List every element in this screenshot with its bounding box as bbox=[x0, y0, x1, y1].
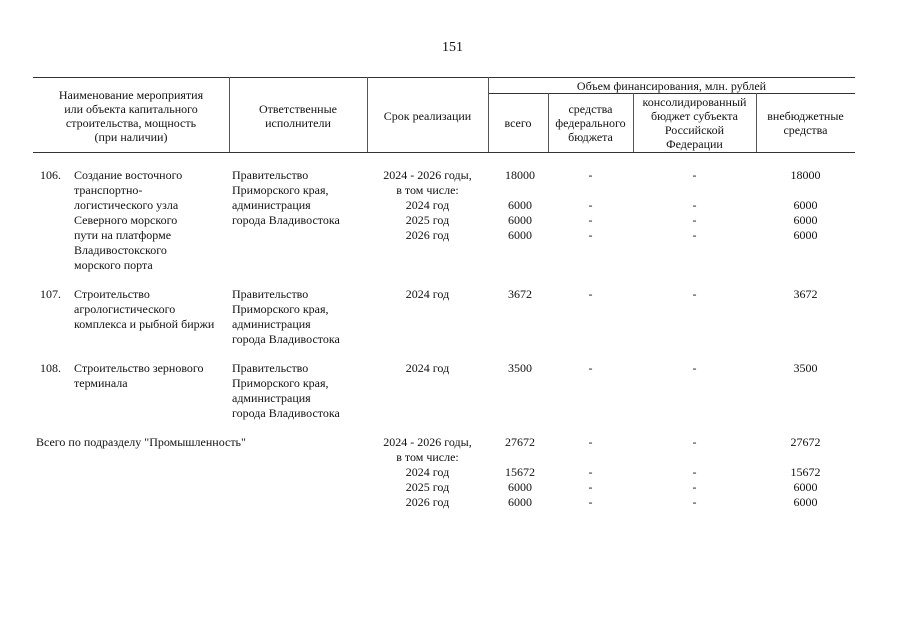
row-number: 108. bbox=[40, 361, 61, 375]
row-extra: 3500 bbox=[793, 361, 818, 375]
summary-term: 2024 - 2026 годы, в том числе: 2024 год 2025 год 2026 год bbox=[383, 435, 472, 509]
header-term: Срок реализации bbox=[383, 109, 472, 123]
row-extra: 3672 bbox=[793, 287, 818, 301]
row-executors: Правительство Приморского края, администрация города Владивостока bbox=[232, 168, 340, 227]
summary-regional: - - - - bbox=[692, 435, 697, 509]
row-regional: - bbox=[692, 361, 697, 375]
row-term: 2024 год bbox=[405, 287, 450, 301]
header-regional: консолидированный бюджет субъекта Российской Федерации bbox=[642, 95, 747, 151]
header-federal: средства федерального бюджета bbox=[555, 102, 626, 144]
row-federal: - bbox=[588, 361, 593, 375]
row-executors: Правительство Приморского края, администрация города Владивостока bbox=[232, 287, 340, 346]
summary-federal: - - - - bbox=[588, 435, 593, 509]
row-regional: - - - - bbox=[692, 168, 697, 242]
row-number: 106. bbox=[40, 168, 61, 182]
row-term: 2024 год bbox=[405, 361, 450, 375]
header-total: всего bbox=[504, 116, 532, 130]
summary-total: 27672 15672 6000 6000 bbox=[505, 435, 535, 509]
row-extra: 18000 6000 6000 6000 bbox=[790, 168, 821, 242]
page-number: 151 bbox=[442, 40, 463, 55]
row-name: Создание восточного транспортно- логистического узла Северного морского пути на платформе Владивостокского морского порта bbox=[74, 168, 183, 272]
header-funding: Объем финансирования, млн. рублей bbox=[576, 79, 767, 93]
header-funding-rule bbox=[488, 93, 855, 94]
row-executors: Правительство Приморского края, администрация города Владивостока bbox=[232, 361, 340, 420]
header-name: Наименование мероприятия или объекта капитального строительства, мощность (при наличии) bbox=[58, 88, 204, 144]
header-extra: внебюджетные средства bbox=[767, 109, 844, 137]
row-total: 18000 6000 6000 6000 bbox=[505, 168, 535, 242]
row-term: 2024 - 2026 годы, в том числе: 2024 год 2025 год 2026 год bbox=[383, 168, 472, 242]
row-federal: - bbox=[588, 287, 593, 301]
header-top-rule bbox=[33, 77, 855, 78]
row-federal: - - - - bbox=[588, 168, 593, 242]
header-bottom-rule bbox=[33, 152, 855, 153]
header-executors: Ответственные исполнители bbox=[259, 102, 337, 130]
summary-extra: 27672 15672 6000 6000 bbox=[790, 435, 821, 509]
row-total: 3500 bbox=[508, 361, 532, 375]
row-total: 3672 bbox=[508, 287, 532, 301]
row-regional: - bbox=[692, 287, 697, 301]
row-name: Строительство зернового терминала bbox=[74, 361, 204, 390]
row-name: Строительство агрологистического комплекса и рыбной биржи bbox=[74, 287, 215, 331]
row-number: 107. bbox=[40, 287, 61, 301]
summary-label: Всего по подразделу "Промышленность" bbox=[36, 435, 246, 449]
